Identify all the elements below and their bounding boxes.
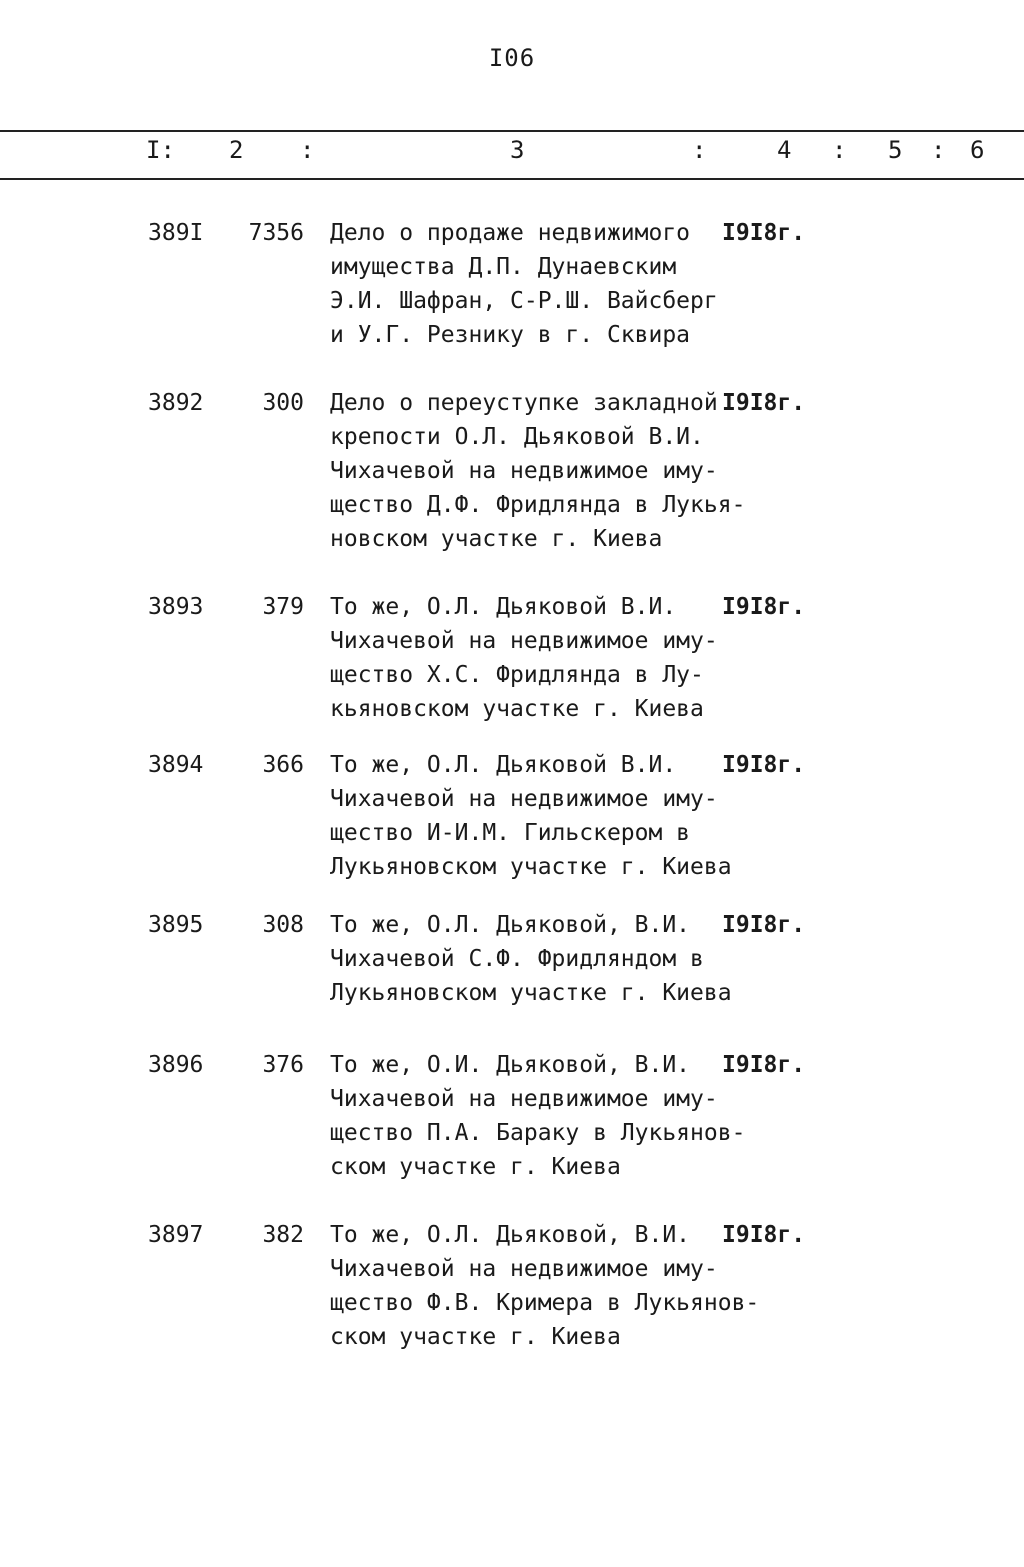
entry-year: I9I8г. bbox=[722, 390, 806, 416]
description-line: То же, О.Л. Дьяковой, В.И. bbox=[330, 912, 691, 938]
entry-description bbox=[330, 1048, 746, 1184]
description-line: Лукьяновском участке г. Киева bbox=[330, 854, 732, 880]
description-line: крепости О.Л. Дьяковой В.И. bbox=[330, 424, 704, 450]
entry-number: 3892 bbox=[148, 390, 204, 416]
entry-code: 308 bbox=[262, 912, 304, 938]
column-header-6: 6 bbox=[970, 136, 985, 164]
column-header-4: 4 bbox=[777, 136, 792, 164]
entry-description bbox=[330, 748, 732, 884]
entry-code: 7356 bbox=[248, 220, 304, 246]
description-line: Чихачевой на недвижимое иму- bbox=[330, 786, 718, 812]
column-header-5: 5 bbox=[888, 136, 903, 164]
entry-year: I9I8г. bbox=[722, 912, 806, 938]
description-line: Лукьяновском участке г. Киева bbox=[330, 980, 732, 1006]
entry-code: 376 bbox=[262, 1052, 304, 1078]
entry-description bbox=[330, 216, 720, 352]
description-line: Чихачевой С.Ф. Фридляндом в bbox=[330, 946, 704, 972]
entry-number: 3896 bbox=[148, 1052, 204, 1078]
description-line: новском участке г. Киева bbox=[330, 526, 663, 552]
column-separator: : bbox=[931, 136, 946, 164]
column-header-1: I: bbox=[146, 136, 175, 164]
entry-year: I9I8г. bbox=[722, 1222, 806, 1248]
column-header-3: 3 bbox=[510, 136, 525, 164]
entry-year: I9I8г. bbox=[722, 752, 806, 778]
entry-code: 366 bbox=[262, 752, 304, 778]
description-line: Чихачевой на недвижимое иму- bbox=[330, 1086, 718, 1112]
description-line: Чихачевой на недвижимое иму- bbox=[330, 1256, 718, 1282]
header-top-rule bbox=[0, 130, 1024, 132]
description-line: Дело о переуступке закладной bbox=[330, 390, 718, 416]
entry-description bbox=[330, 1218, 760, 1354]
description-line: щество Ф.В. Кримера в Лукьянов- bbox=[330, 1290, 760, 1316]
entry-code: 379 bbox=[262, 594, 304, 620]
entry-code: 300 bbox=[262, 390, 304, 416]
description-line: щество И-И.М. Гильскером в bbox=[330, 820, 691, 846]
header-bottom-rule bbox=[0, 178, 1024, 180]
entry-year: I9I8г. bbox=[722, 220, 806, 246]
description-line: щество Х.С. Фридлянда в Лу- bbox=[330, 662, 704, 688]
entry-description bbox=[330, 386, 746, 556]
column-separator: : bbox=[300, 136, 315, 164]
description-line: Э.И. Шафран, С-Р.Ш. Вайсберг bbox=[330, 288, 718, 314]
column-separator: : bbox=[832, 136, 847, 164]
description-line: ском участке г. Киева bbox=[330, 1154, 621, 1180]
description-line: То же, О.Л. Дьяковой, В.И. bbox=[330, 1222, 691, 1248]
description-line: То же, О.И. Дьяковой, В.И. bbox=[330, 1052, 691, 1078]
entry-year: I9I8г. bbox=[722, 1052, 806, 1078]
description-line: и У.Г. Резнику в г. Сквира bbox=[330, 322, 691, 348]
description-line: Чихачевой на недвижимое иму- bbox=[330, 628, 718, 654]
description-line: имущества Д.П. Дунаевским bbox=[330, 254, 677, 280]
description-line: Дело о продаже недвижимого bbox=[330, 220, 691, 246]
entry-number: 3897 bbox=[148, 1222, 204, 1248]
entry-number: 3894 bbox=[148, 752, 204, 778]
description-line: То же, О.Л. Дьяковой В.И. bbox=[330, 594, 677, 620]
column-header-2: 2 bbox=[229, 136, 244, 164]
description-line: щество П.А. Бараку в Лукьянов- bbox=[330, 1120, 746, 1146]
description-line: щество Д.Ф. Фридлянда в Лукья- bbox=[330, 492, 746, 518]
entry-number: 389I bbox=[148, 220, 204, 246]
entry-code: 382 bbox=[262, 1222, 304, 1248]
entry-description bbox=[330, 590, 720, 726]
entry-number: 3893 bbox=[148, 594, 204, 620]
description-line: кьяновском участке г. Киева bbox=[330, 696, 704, 722]
description-line: Чихачевой на недвижимое иму- bbox=[330, 458, 718, 484]
column-separator: : bbox=[692, 136, 707, 164]
description-line: ском участке г. Киева bbox=[330, 1324, 621, 1350]
page-number: I06 bbox=[488, 44, 536, 72]
entry-year: I9I8г. bbox=[722, 594, 806, 620]
entry-description bbox=[330, 908, 732, 1010]
description-line: То же, О.Л. Дьяковой В.И. bbox=[330, 752, 677, 778]
entry-number: 3895 bbox=[148, 912, 204, 938]
